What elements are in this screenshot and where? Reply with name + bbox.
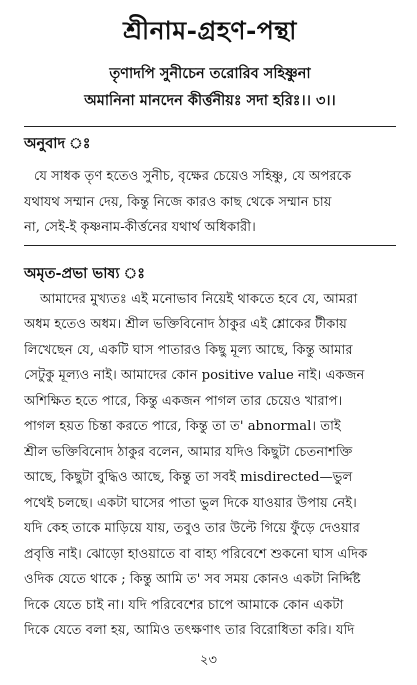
commentary-line: আছে, কিছুটা বুদ্ধিও আছে, কিন্তু তা সবই misdirected—ভুল [24, 470, 353, 485]
commentary-line: সেটুকু মূল্যও নাই। আমাদের কোন positive value নাই। একজন [24, 368, 365, 383]
translation-line: না, সেই-ই কৃষ্ণনাম-কীর্ত্তনের যথার্থ অধিকারী। [24, 220, 256, 235]
commentary-text [24, 287, 396, 644]
translation-text [24, 164, 396, 241]
sanskrit-verse [24, 60, 396, 114]
chapter-title: শ্রীনাম-গ্রহণ-পন্থা [123, 16, 297, 45]
commentary-line: দিকে যেতে চাই না। যদি পরিবেশের চাপে আমাকে কোন একটা [24, 597, 344, 613]
book-page [24, 12, 396, 644]
commentary-line: প্রবৃত্তি নাই। ঝোড়ো হাওয়াতে বা বাহ্য পরিবেশে শুকনো ঘাস এদিক [24, 546, 368, 562]
divider [24, 245, 396, 246]
page-number: ২৩ [200, 653, 217, 668]
commentary-line: পথেই চলছে। একটা ঘাসের পাতা ভুল দিকে যাওয়ার উপায় নেই। [24, 495, 357, 511]
translation-heading: অনুবাদ ঃ [24, 135, 91, 152]
commentary-line: আমাদের মুখ্যতঃ এই মনোভাব নিয়েই থাকতে হবে যে, আমরা [40, 291, 358, 307]
divider [24, 126, 396, 127]
commentary-line: শ্রীল ভক্তিবিনোদ ঠাকুর বলেন, আমার যদিও কিছুটা চেতনাশক্তি [24, 444, 353, 460]
verse-line-1: তৃণাদপি সুনীচেন তরোরিব সহিষ্ণুনা [109, 65, 311, 82]
translation-line: যথাযথ সম্মান দেয়, কিন্তু নিজে কারও কাছ থেকে সম্মান চায় [24, 194, 332, 210]
commentary-line: অধম হতেও অধম। শ্রীল ভক্তিবিনোদ ঠাকুর এই শ্লোকের টীকায় [24, 317, 347, 332]
commentary-heading: অমৃত-প্রভা ভাষ্য ঃ [24, 264, 145, 282]
commentary-line: অশিক্ষিত হতে পারে, কিন্তু একজন পাগল তার চেয়েও খারাপ। [24, 393, 343, 409]
commentary-line: যদি কেহ তাকে মাড়িয়ে যায়, তবুও তার উল্টে গিয়ে ফুঁড়ে দেওয়ার [24, 521, 360, 536]
commentary-line: পাগল হয়ত চিন্তা করতে পারে, কিন্তু তা ত' abnormal। তাই [24, 419, 341, 434]
commentary-line: লিখেছেন যে, একটি ঘাস পাতারও কিছু মূল্য আছে, কিন্তু আমার [24, 342, 353, 358]
commentary-line: দিকে যেতে বলা হয়, আমিও তৎক্ষণাৎ তার বিরোধিতা করি। যদি [24, 623, 355, 638]
translation-line: যে সাধক তৃণ হতেও সুনীচ, বৃক্ষের চেয়েও সহিষ্ণু, যে অপরকে [34, 169, 352, 184]
commentary-line: ওদিক যেতে থাকে ; কিন্তু আমি ত' সব সময় কোনও একটা নির্দ্দিষ্ট [24, 572, 361, 587]
verse-line-2: অমানিনা মানদেন কীর্ত্তনীয়ঃ সদা হরিঃ।। ৩।। [84, 92, 336, 109]
